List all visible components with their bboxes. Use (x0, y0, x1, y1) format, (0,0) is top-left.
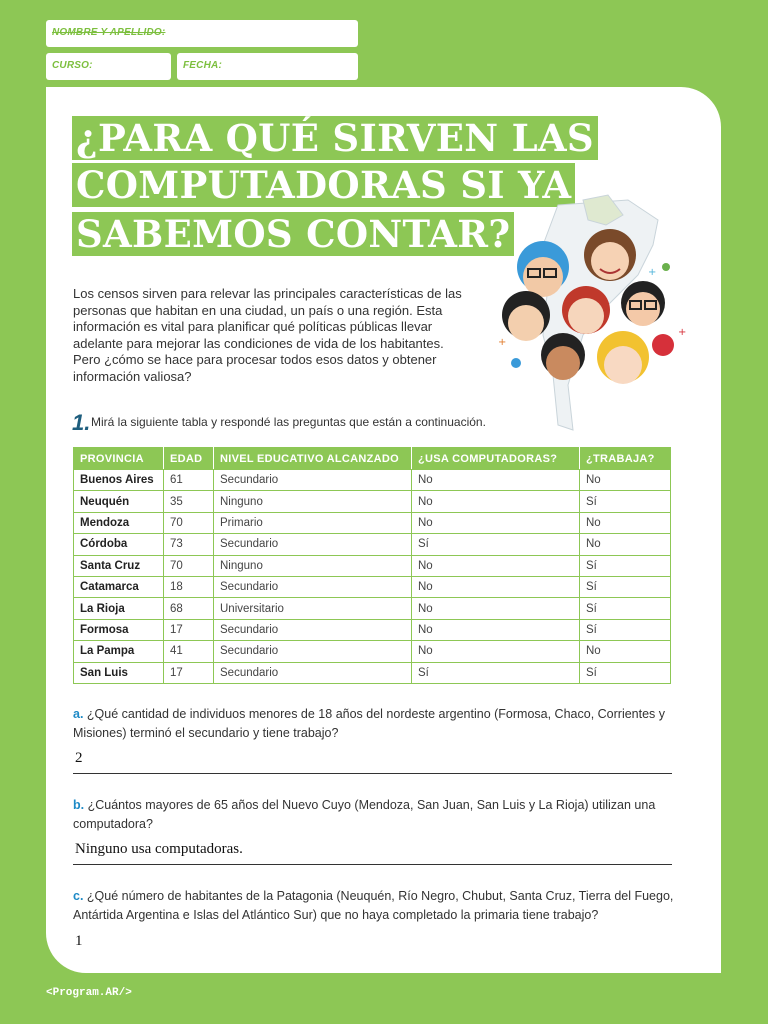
cell-trabaja: No (580, 512, 671, 533)
cell-usa-computadoras: No (412, 555, 580, 576)
question-c (73, 887, 678, 925)
answer-a-line (73, 773, 672, 774)
question-a-text: ¿Qué cantidad de individuos menores de 18 años del nordeste argentino (Formosa, Chaco, Corrientes y Misiones) terminó el secundario y tiene trabajo? (73, 707, 666, 740)
cell-usa-computadoras: Sí (412, 662, 580, 683)
cell-provincia: La Pampa (74, 641, 164, 662)
exercise-number: 1. (72, 410, 91, 435)
cell-nivel: Secundario (214, 470, 412, 491)
table-row (74, 470, 671, 491)
cell-trabaja: Sí (580, 619, 671, 640)
cell-trabaja: Sí (580, 576, 671, 597)
cell-provincia: La Rioja (74, 598, 164, 619)
cell-trabaja: Sí (580, 598, 671, 619)
cell-trabaja: Sí (580, 491, 671, 512)
cell-nivel: Ninguno (214, 555, 412, 576)
cell-edad: 17 (164, 619, 214, 640)
cell-provincia: Neuquén (74, 491, 164, 512)
exercise-instruction: Mirá la siguiente tabla y respondé las preguntas que están a continuación. (91, 415, 486, 429)
table-row (74, 598, 671, 619)
cell-edad: 18 (164, 576, 214, 597)
cell-nivel: Secundario (214, 534, 412, 555)
question-a-letter: a. (73, 707, 84, 721)
cell-edad: 61 (164, 470, 214, 491)
table-header-row (74, 448, 671, 470)
answer-b[interactable]: Ninguno usa computadoras. (75, 841, 243, 857)
answer-b-line (73, 864, 672, 865)
cell-edad: 70 (164, 555, 214, 576)
question-c-letter: c. (73, 889, 84, 903)
cell-provincia: San Luis (74, 662, 164, 683)
kids-map-illustration (488, 185, 698, 440)
table-row (74, 555, 671, 576)
date-label: FECHA: (183, 60, 222, 71)
cell-provincia: Buenos Aires (74, 470, 164, 491)
table-row (74, 576, 671, 597)
cell-edad: 41 (164, 641, 214, 662)
title-line-3: SABEMOS CONTAR? (72, 212, 514, 256)
cell-usa-computadoras: No (412, 576, 580, 597)
answer-c[interactable]: 1 (75, 933, 83, 949)
table-row (74, 662, 671, 683)
cell-usa-computadoras: No (412, 598, 580, 619)
cell-edad: 35 (164, 491, 214, 512)
cell-usa-computadoras: No (412, 512, 580, 533)
intro-paragraph: Los censos sirven para relevar las principales características de las personas que habitan en una ciudad, un país o una región. Esta información es vital para planificar qué políticas públicas llevar adelante para mejorar las condiciones de vida de los habitantes. Pero ¿cómo se hace para procesar todos esos datos y obtener información valiosa? (73, 286, 462, 384)
svg-text:+: + (678, 327, 687, 338)
cell-edad: 73 (164, 534, 214, 555)
table-row (74, 619, 671, 640)
cell-usa-computadoras: No (412, 619, 580, 640)
cell-trabaja: No (580, 641, 671, 662)
cell-nivel: Secundario (214, 576, 412, 597)
course-field[interactable] (46, 53, 171, 80)
cell-nivel: Secundario (214, 662, 412, 683)
cell-usa-computadoras: Sí (412, 534, 580, 555)
footer-brand: <Program.AR/> (46, 987, 132, 999)
column-header-trabaja: ¿TRABAJA? (580, 448, 671, 470)
cell-provincia: Santa Cruz (74, 555, 164, 576)
answer-a[interactable]: 2 (75, 750, 83, 766)
cell-nivel: Secundario (214, 641, 412, 662)
cell-edad: 70 (164, 512, 214, 533)
cell-provincia: Mendoza (74, 512, 164, 533)
table-row (74, 512, 671, 533)
date-field[interactable] (177, 53, 358, 80)
question-b-letter: b. (73, 798, 85, 812)
table-row (74, 641, 671, 662)
cell-nivel: Ninguno (214, 491, 412, 512)
cell-nivel: Primario (214, 512, 412, 533)
cell-usa-computadoras: No (412, 470, 580, 491)
cell-provincia: Formosa (74, 619, 164, 640)
question-a (73, 705, 678, 743)
cell-usa-computadoras: No (412, 491, 580, 512)
column-header-edad: EDAD (164, 448, 214, 470)
title-line-2: COMPUTADORAS SI YA (72, 163, 575, 207)
column-header-usa-computadoras: ¿USA COMPUTADORAS? (412, 448, 580, 470)
svg-text:+: + (498, 337, 507, 348)
cell-trabaja: No (580, 534, 671, 555)
cell-usa-computadoras: No (412, 641, 580, 662)
question-c-text: ¿Qué número de habitantes de la Patagonia (Neuquén, Río Negro, Chubut, Santa Cruz, Tierra del Fuego, Antártida Argentina e Islas del Atlántico Sur) que no haya completado la primaria tiene trabajo? (73, 889, 674, 922)
name-label: NOMBRE Y APELLIDO: (52, 27, 166, 38)
cell-trabaja: Sí (580, 555, 671, 576)
column-header-provincia: PROVINCIA (74, 448, 164, 470)
name-field[interactable] (46, 20, 358, 47)
course-label: CURSO: (52, 60, 93, 71)
cell-trabaja: Sí (580, 662, 671, 683)
cell-nivel: Secundario (214, 619, 412, 640)
census-table (73, 447, 671, 684)
table-row (74, 491, 671, 512)
table-row (74, 534, 671, 555)
svg-text:+: + (648, 267, 657, 278)
column-header-nivel-educativo: NIVEL EDUCATIVO ALCANZADO (214, 448, 412, 470)
cell-edad: 17 (164, 662, 214, 683)
question-b-text: ¿Cuántos mayores de 65 años del Nuevo Cuyo (Mendoza, San Juan, San Luis y La Rioja) utilizan una computadora? (73, 798, 656, 831)
cell-provincia: Catamarca (74, 576, 164, 597)
question-b (73, 796, 678, 834)
cell-trabaja: No (580, 470, 671, 491)
cell-nivel: Universitario (214, 598, 412, 619)
cell-provincia: Córdoba (74, 534, 164, 555)
cell-edad: 68 (164, 598, 214, 619)
title-line-1: ¿PARA QUÉ SIRVEN LAS (72, 116, 598, 160)
